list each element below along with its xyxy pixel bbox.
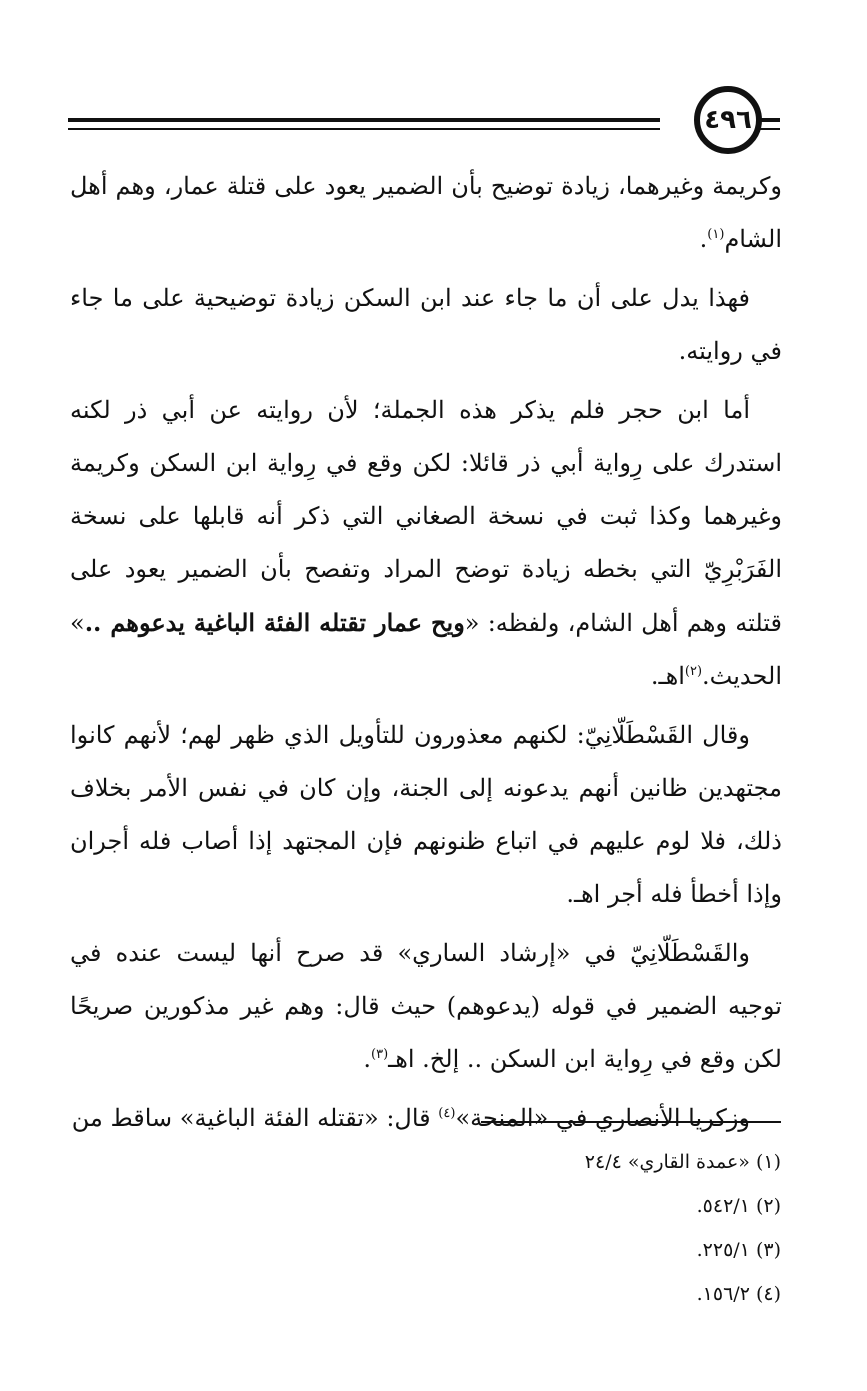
text-segment: فهذا يدل على أن ما جاء عند ابن السكن زيادة توضيحية على ما جاء في روايته. bbox=[70, 284, 782, 365]
footnote-marker: (٢) bbox=[684, 664, 703, 679]
page-number: ٤٩٦ bbox=[694, 86, 762, 154]
footnote-item: (٢) ٥٤٢/١. bbox=[696, 1195, 781, 1217]
footnote-item: (٣) ٢٢٥/١. bbox=[696, 1239, 781, 1261]
footnote-marker: (٤) bbox=[438, 1106, 456, 1121]
text-segment: . bbox=[363, 1045, 372, 1073]
text-segment: وقال القَسْطَلّانِيّ: لكنهم معذورون للتأويل الذي ظهر لهم؛ لأنهم كانوا مجتهدين ظانين أنهم يدعونه إلى الجنة، وإن كان في نفس الأمر بخلاف ذلك، فلا لوم عليهم في اتباع ظنونهم فإن المجتهد إذا أصاب فله أجران وإذا أخطأ فله أجر اهـ. bbox=[70, 721, 782, 908]
text-segment: وزكريا الأنصاري في «المنحة» bbox=[455, 1104, 750, 1132]
header-rule-thick bbox=[68, 118, 660, 122]
footnote-item: (٤) ١٥٦/٢. bbox=[696, 1283, 781, 1305]
main-text bbox=[70, 160, 782, 1151]
text-segment: . bbox=[699, 225, 708, 253]
footnote-marker: (١) bbox=[707, 227, 725, 242]
paragraph bbox=[70, 272, 782, 378]
paragraph bbox=[70, 709, 782, 921]
footnote-item: (١) «عمدة القاري» ٢٤/٤ bbox=[584, 1151, 781, 1173]
text-segment: » الحديث. bbox=[70, 609, 782, 690]
bold-quote: ويح عمار تقتله الفئة الباغية يدعوهم .. bbox=[84, 608, 465, 637]
text-segment: أما ابن حجر فلم يذكر هذه الجملة؛ لأن روايته عن أبي ذر لكنه استدرك على رِواية أبي ذر قائلا: لكن وقع في رِواية ابن السكن وكريمة وغيرهما وكذا ثبت في نسخة الصغاني التي ذكر أنه قابلها على نسخة الفَرَبْرِيّ التي بخطه زيادة توضح المراد وتفصح بأن الضمير يعود على قتلته وهم أهل الشام، ولفظه: « bbox=[70, 396, 782, 637]
paragraph bbox=[70, 927, 782, 1086]
footnote-separator bbox=[481, 1121, 781, 1123]
paragraph bbox=[70, 1092, 782, 1145]
paragraph bbox=[70, 160, 782, 266]
text-segment: قال: «تقتله الفئة الباغية» ساقط من bbox=[71, 1104, 439, 1132]
paragraph bbox=[70, 384, 782, 703]
page-header bbox=[68, 78, 780, 168]
text-segment: والقَسْطَلّانِيّ في «إرشاد الساري» قد صرح أنها ليست عنده في توجيه الضمير في قوله (يدعوهم) حيث قال: وهم غير مذكورين صريحًا لكن وقع في رِواية ابن السكن .. إلخ. اهـ bbox=[70, 939, 782, 1073]
header-rule-thin bbox=[68, 128, 660, 130]
footnote-marker: (٣) bbox=[371, 1047, 389, 1062]
text-segment: اهـ. bbox=[650, 662, 685, 690]
text-segment: وكريمة وغيرهما، زيادة توضيح بأن الضمير يعود على قتلة عمار، وهم أهل الشام bbox=[70, 172, 782, 253]
footnotes bbox=[181, 1140, 781, 1316]
